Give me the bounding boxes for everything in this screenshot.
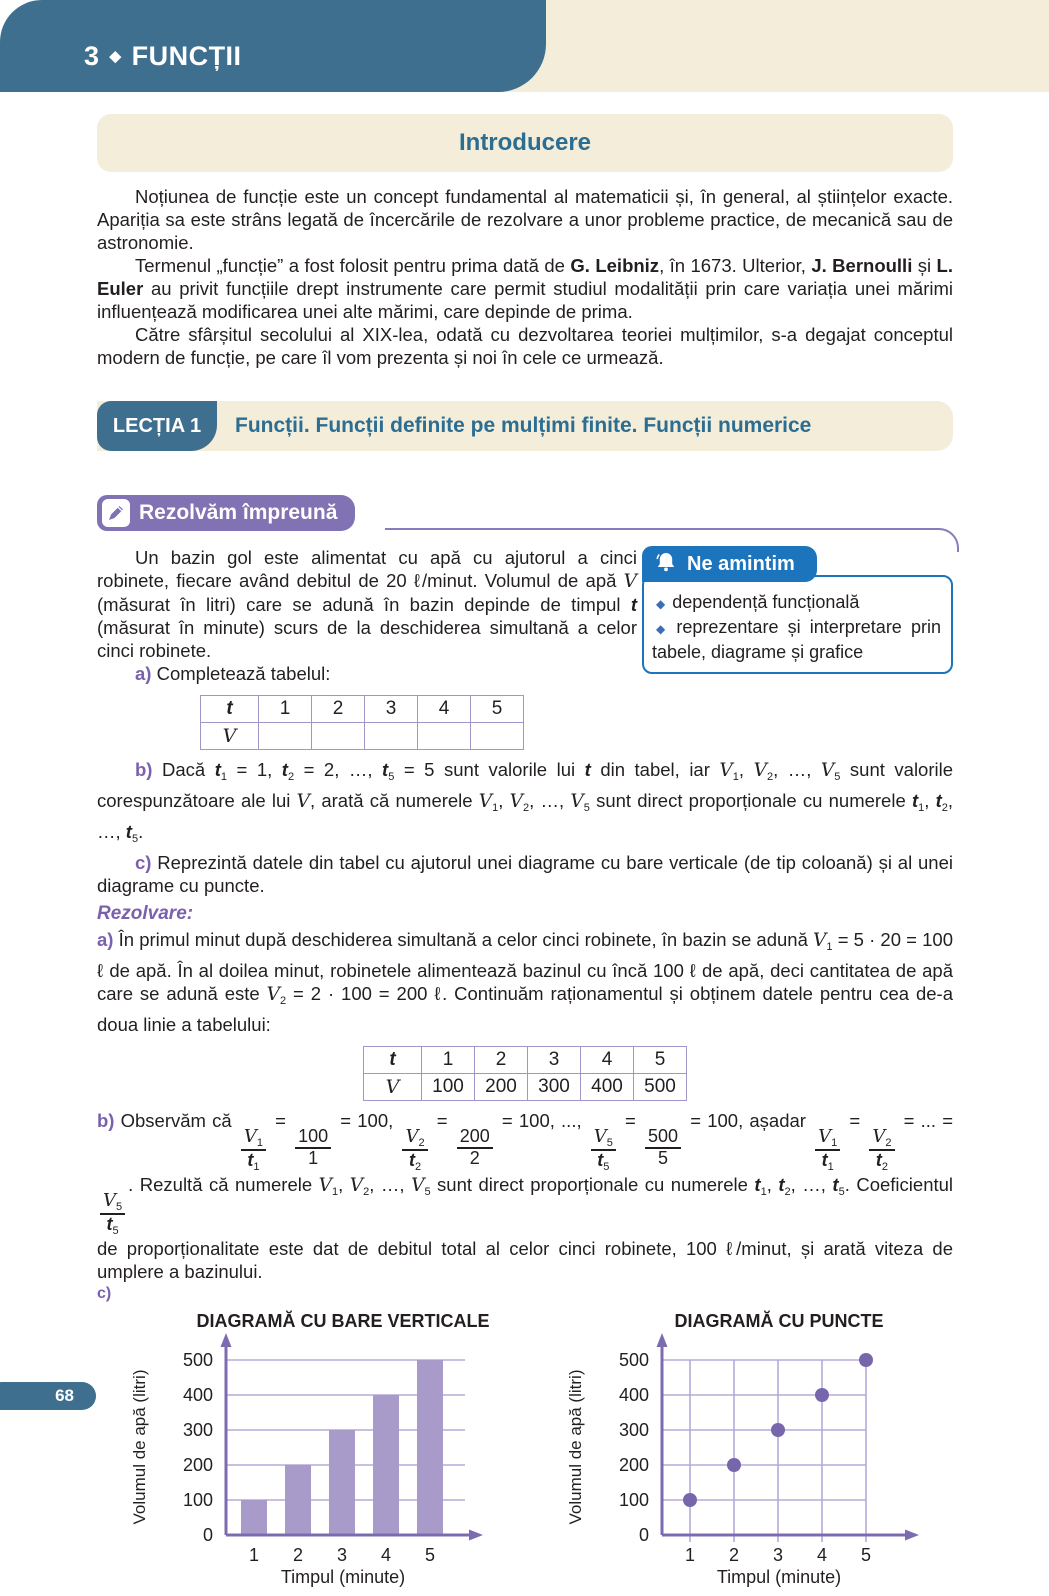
intro-title: Introducere — [458, 129, 592, 156]
svg-text:100: 100 — [618, 1490, 649, 1511]
svg-text:200: 200 — [618, 1455, 649, 1476]
item-a-line: a) Completează tabelul: — [135, 663, 331, 684]
problem-statement: Un bazin gol este alimentat cu apă cu ajutorul a cinci robinete, fiecare având debitul de 20 ℓ/minut. Volumul de apă V (măsurat în litri) care se adună în bazin depinde de timpul t (măsurat în minute) scurs de la deschiderea simultană a celor cinci robinete. — [97, 547, 637, 661]
table-cell: 1 — [422, 1047, 475, 1074]
table-cell — [365, 723, 418, 750]
item-b-text: b) Dacă $t_1 = 1$, $t_2 = 2$, …, $t_5 = 5$ sunt valorile lui t din tabel, iar $V_1$, $V_2$, …, $V_5$ sunt valorile corespunzătoare ale lui V, arată că numerele $V_1$, $V_2$, …, $V_5$ sunt direct proporționale cu numerele $t_1$, $t_2$, …, $t_5$. — [97, 759, 954, 845]
dot-chart-svg — [557, 1309, 949, 1591]
solve-together-label: Rezolvăm împreună — [139, 501, 338, 524]
writing-hand-icon — [102, 499, 130, 527]
remember-header — [642, 546, 817, 582]
intro-paragraph: Noțiunea de funcție este un concept fundamental al matematicii și, în general, al științelor exacte. Apariția sa este strâns legată de încercările de rezolvare a unor probleme practice, de mecanică sau de astronomie. — [97, 186, 953, 253]
lesson-title: Funcții. Funcții definite pe mulțimi finite. Funcții numerice — [235, 414, 812, 437]
solve-together-header — [97, 495, 355, 531]
fraction: $\frac{V_1}{t_1}$ — [241, 1127, 266, 1173]
rezolvare-label: Rezolvare: — [97, 903, 194, 924]
svg-text:400: 400 — [182, 1385, 213, 1406]
table-cell: 300 — [528, 1074, 581, 1101]
svg-text:DIAGRAMĂ CU PUNCTE: DIAGRAMĂ CU PUNCTE — [674, 1311, 884, 1332]
svg-text:300: 300 — [618, 1420, 649, 1441]
remember-title: Ne amintim — [687, 552, 795, 575]
table-cell: t — [364, 1047, 422, 1074]
table-cell — [418, 723, 471, 750]
svg-text:5: 5 — [424, 1545, 436, 1566]
svg-text:3: 3 — [772, 1545, 784, 1566]
fraction: $\frac{V_1}{t_1}$ — [815, 1127, 840, 1173]
svg-text:Volumul de apă (litri): Volumul de apă (litri) — [566, 1369, 585, 1525]
remember-box — [642, 546, 953, 685]
table-cell: 2 — [312, 696, 365, 723]
remember-item: ◆ reprezentare și interpretare prin tabele, diagrame și grafice — [652, 617, 941, 662]
svg-text:Timpul (minute): Timpul (minute) — [716, 1567, 842, 1588]
svg-text:DIAGRAMĂ CU BARE VERTICALE: DIAGRAMĂ CU BARE VERTICALE — [196, 1311, 490, 1332]
fraction: $\frac{V_5}{t_5}$ — [591, 1127, 616, 1173]
svg-text:1: 1 — [684, 1545, 696, 1566]
diamond-bullet-icon: ◆ — [656, 622, 670, 636]
page-number: 68 — [55, 1386, 74, 1405]
svg-text:3: 3 — [336, 1545, 348, 1566]
solve-together-section — [97, 495, 953, 531]
bar-chart — [121, 1309, 513, 1596]
lesson-badge: LECȚIA 1 — [97, 401, 217, 451]
svg-text:0: 0 — [202, 1525, 213, 1546]
table-cell: 200 — [475, 1074, 528, 1101]
values-table-empty — [200, 695, 953, 750]
svg-text:500: 500 — [618, 1350, 649, 1371]
svg-text:0: 0 — [638, 1525, 649, 1546]
svg-text:100: 100 — [182, 1490, 213, 1511]
table-cell: 3 — [365, 696, 418, 723]
svg-text:2: 2 — [292, 1545, 304, 1566]
table-cell: 400 — [581, 1074, 634, 1101]
fraction: $\frac{500}{5}$ — [645, 1127, 681, 1169]
table-cell: 2 — [475, 1047, 528, 1074]
chapter-title: FUNCȚII — [131, 40, 242, 71]
chapter-number: 3 — [84, 40, 100, 71]
svg-text:400: 400 — [618, 1385, 649, 1406]
svg-text:200: 200 — [182, 1455, 213, 1476]
diamond-bullet-icon: ◆ — [656, 597, 666, 611]
table-cell: 3 — [528, 1047, 581, 1074]
svg-text:500: 500 — [182, 1350, 213, 1371]
table-cell: 500 — [634, 1074, 687, 1101]
table-cell: 4 — [581, 1047, 634, 1074]
table-cell: V — [201, 723, 259, 750]
problem-row — [97, 546, 953, 685]
chapter-band — [0, 0, 1049, 92]
table-cell: 100 — [422, 1074, 475, 1101]
table-cell: 4 — [418, 696, 471, 723]
table-cell: 1 — [259, 696, 312, 723]
solution-b: b) Observăm că $\frac{V_1}{t_1}$ = $\frac{100}{1}$ = 100, $\frac{V_2}{t_2}$ = $\frac{200}{2}$ = 100, ..., $\frac{V_5}{t_5}$ = $\frac{500}{5}$ = 100, așadar $\frac{V_1}{t_1}$ = $\frac{V_2}{t_2}$ = ... = $\frac{V_5}{t_5}$ . Rezultă că numerele $V_1$, $V_2$, …, $V_5$ sunt direct proporționale cu numerele $t_1$, $t_2$, …, $t_5$. Coeficientul de proporționalitate este dat de debitul total al celor cinci robinete, 100 ℓ/minut, și arată viteza de umplere a bazinului. — [97, 1110, 954, 1283]
dot-chart — [557, 1309, 949, 1596]
table-cell — [259, 723, 312, 750]
svg-text:Timpul (minute): Timpul (minute) — [280, 1567, 406, 1588]
problem-column — [97, 546, 637, 685]
fraction: $\frac{200}{2}$ — [457, 1127, 493, 1169]
fraction: $\frac{V_2}{t_2}$ — [869, 1127, 894, 1173]
svg-text:300: 300 — [182, 1420, 213, 1441]
table-cell: V — [364, 1074, 422, 1101]
item-c-solution-label: c) — [97, 1285, 112, 1303]
chapter-tab — [0, 0, 546, 92]
diamond-separator-icon: ◆ — [109, 47, 122, 65]
intro-text — [97, 185, 953, 369]
item-c-text: c) Reprezintă datele din tabel cu ajutorul unei diagrame cu bare verticale (de tip coloană) și al unei diagrame cu puncte. — [97, 852, 953, 896]
table-cell: 5 — [634, 1047, 687, 1074]
values-table — [200, 695, 524, 750]
bell-icon — [654, 549, 678, 579]
svg-text:4: 4 — [380, 1545, 392, 1566]
table-cell — [312, 723, 365, 750]
svg-text:5: 5 — [860, 1545, 872, 1566]
svg-text:Volumul de apă (litri): Volumul de apă (litri) — [130, 1369, 149, 1525]
lesson-banner — [97, 401, 953, 451]
table-cell — [471, 723, 524, 750]
item-b-line — [97, 758, 953, 897]
remember-item: ◆ dependență funcțională — [652, 591, 941, 616]
values-table — [363, 1046, 687, 1101]
fraction: $\frac{100}{1}$ — [295, 1127, 331, 1169]
svg-text:2: 2 — [728, 1545, 740, 1566]
table-cell: 5 — [471, 696, 524, 723]
table-cell: t — [201, 696, 259, 723]
page-content — [97, 92, 953, 1596]
fraction: $\frac{V_5}{t_5}$ — [100, 1191, 125, 1237]
solution-a: a) În primul minut după deschiderea simultană a celor cinci robinete, în bazin se adună $V_1 = 5 \cdot 20 = 100$ ℓ de apă. În al doilea minut, robinetele alimentează bazinul cu încă 100 ℓ de apă, deci cantitatea de apă care se adună este $V_2 = 2 \cdot 100 = 200$ ℓ. Continuăm raționamentul și obținem datele pentru cea de-a doua linie a tabelului: — [97, 929, 953, 1035]
chapter-band-background — [500, 0, 1049, 92]
svg-text:1: 1 — [248, 1545, 260, 1566]
svg-text:4: 4 — [816, 1545, 828, 1566]
intro-paragraph: Către sfârșitul secolului al XIX-lea, odată cu dezvoltarea teoriei mulțimilor, s-a degajat conceptul modern de funcție, pe care îl vom prezenta și noi în cele ce urmează. — [97, 324, 953, 368]
remember-body — [642, 575, 953, 674]
intro-section-box — [97, 114, 953, 172]
values-table-filled — [363, 1046, 687, 1101]
bar-chart-svg — [121, 1309, 513, 1591]
page-number-pill — [0, 1382, 96, 1410]
intro-paragraph: Termenul „funcție” a fost folosit pentru prima dată de G. Leibniz, în 1673. Ulterior, J. Bernoulli și L. Euler au privit funcțiile drept instrumente care permit studiul modalității prin care variația unei mărimi influențează modificarea unei alte mărimi, care depinde de prima. — [97, 255, 953, 322]
charts-row — [97, 1309, 953, 1596]
fraction: $\frac{V_2}{t_2}$ — [402, 1127, 427, 1173]
values-table-filled-wrap — [97, 1046, 953, 1101]
